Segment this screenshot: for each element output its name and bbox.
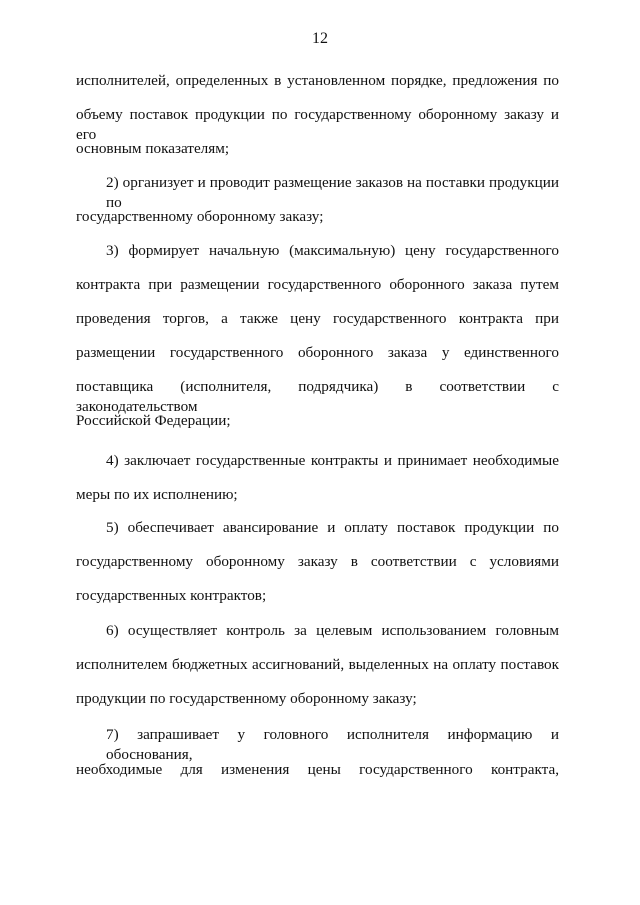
- text-line: государственных контрактов;: [76, 587, 267, 604]
- text-line: поставщика (исполнителя, подрядчика) в соответствии с законодательством: [76, 378, 559, 415]
- text-line: контракта при размещении государственного оборонного заказа путем: [76, 276, 559, 293]
- text-line: проведения торгов, а также цену государственного контракта при: [76, 310, 559, 327]
- text-line: основным показателям;: [76, 140, 230, 157]
- text-line: объему поставок продукции по государственному оборонному заказу и его: [76, 106, 559, 143]
- text-line: необходимые для изменения цены государственного контракта,: [76, 761, 559, 778]
- text-line: продукции по государственному оборонному заказу;: [76, 690, 417, 707]
- text-line: государственному оборонному заказу в соответствии с условиями: [76, 553, 559, 570]
- text-line: Российской Федерации;: [76, 412, 231, 429]
- text-line: 3) формирует начальную (максимальную) цену государственного: [106, 242, 559, 259]
- text-line: исполнителей, определенных в установленном порядке, предложения по: [76, 72, 559, 89]
- text-line: 6) осуществляет контроль за целевым использованием головным: [106, 622, 559, 639]
- text-line: 2) организует и проводит размещение заказов на поставки продукции по: [106, 174, 559, 211]
- text-line: 4) заключает государственные контракты и принимает необходимые: [106, 452, 559, 469]
- text-line: 7) запрашивает у головного исполнителя информацию и обоснования,: [106, 726, 559, 763]
- text-line: государственному оборонному заказу;: [76, 208, 324, 225]
- text-line: размещении государственного оборонного заказа у единственного: [76, 344, 559, 361]
- text-line: 5) обеспечивает авансирование и оплату поставок продукции по: [106, 519, 559, 536]
- text-line: меры по их исполнению;: [76, 486, 238, 503]
- page-number: 12: [312, 30, 328, 47]
- text-line: исполнителем бюджетных ассигнований, выделенных на оплату поставок: [76, 656, 559, 673]
